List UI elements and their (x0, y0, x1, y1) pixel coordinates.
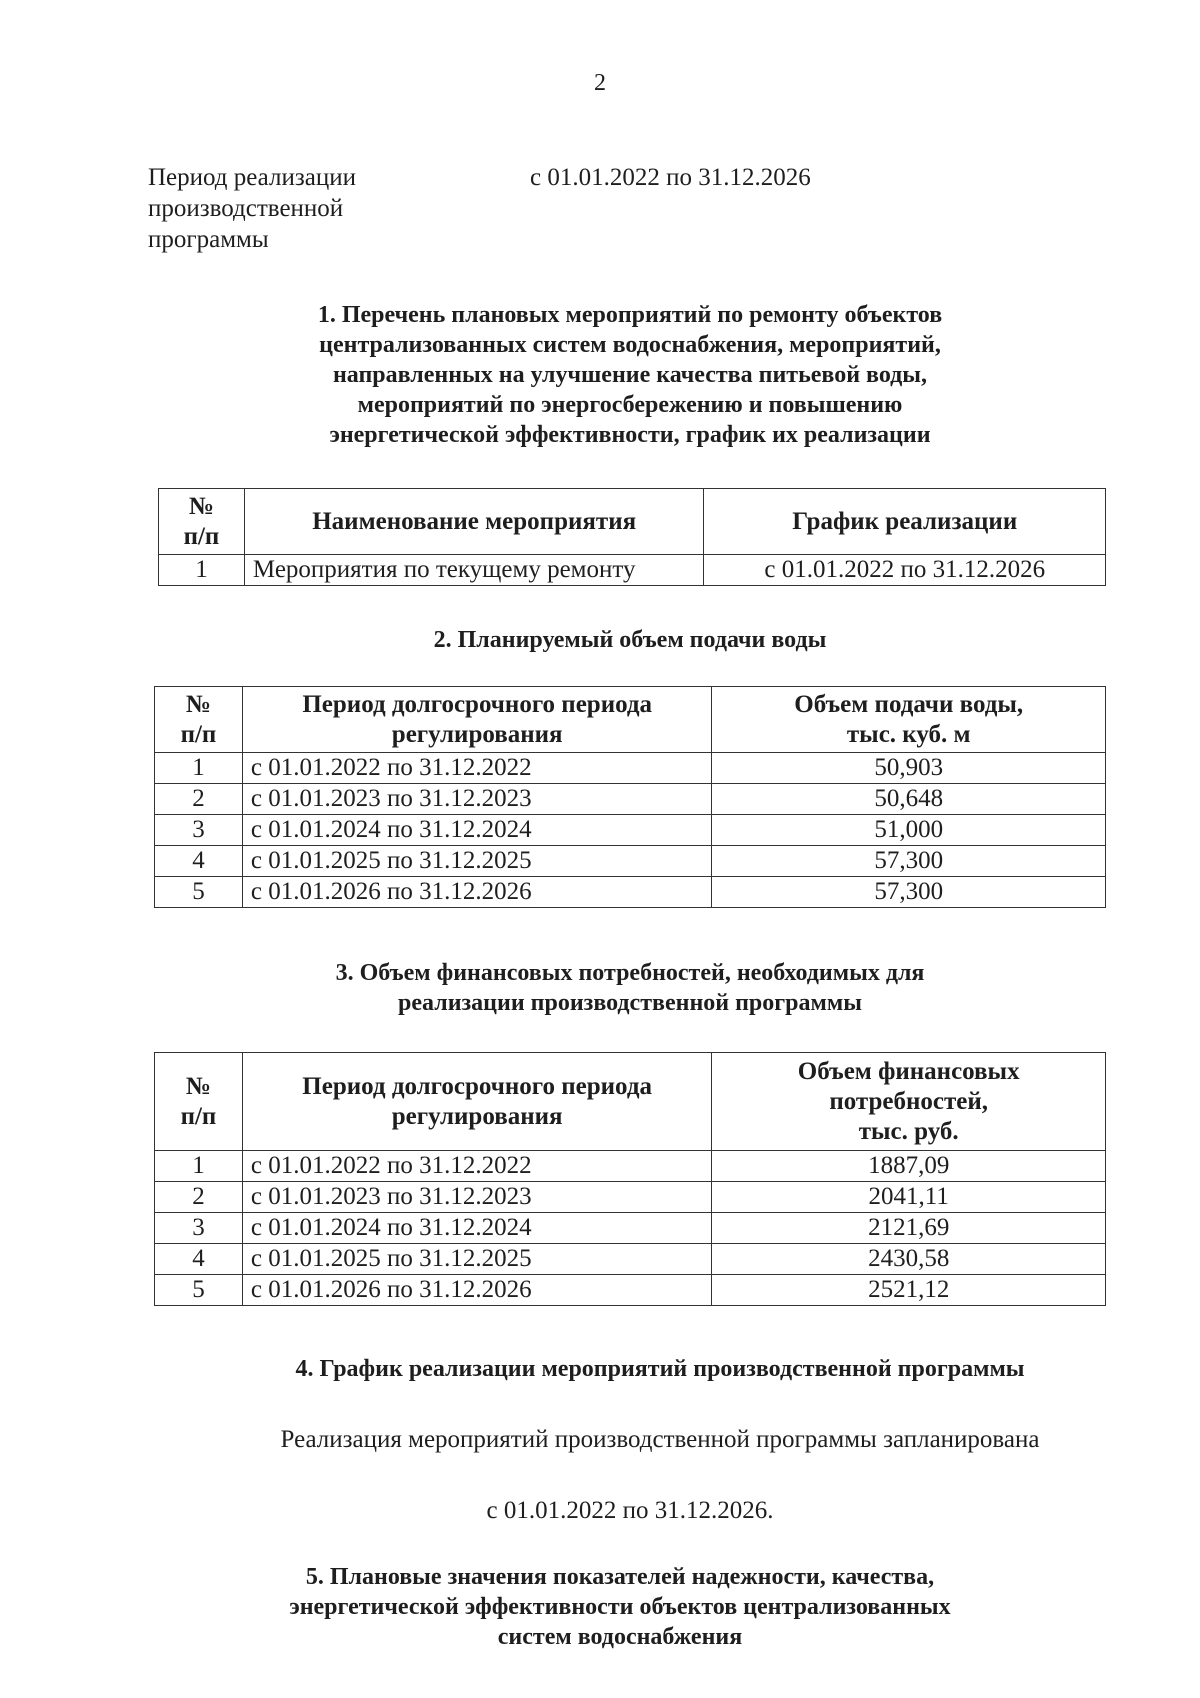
table-row (155, 815, 1106, 846)
row-value: 2521,12 (712, 1275, 1106, 1306)
header-period-line: регулирования (391, 720, 563, 748)
section1-title-line: направленных на улучшение качества питьевой воды, (332, 362, 928, 388)
table-header-row (155, 1053, 1106, 1151)
row-value: 50,903 (712, 753, 1106, 784)
header-num (155, 1053, 243, 1151)
row-period: с 01.01.2026 по 31.12.2026 (242, 1275, 711, 1306)
table-row (155, 877, 1106, 908)
header-period-line: Период долгосрочного периода (302, 1072, 652, 1100)
row-period: с 01.01.2026 по 31.12.2026 (242, 877, 712, 908)
header-period-line: регулирования (391, 1102, 563, 1130)
section1-table (158, 488, 1106, 586)
section5-title-line: энергетической эффективности объектов централизованных (289, 1594, 951, 1620)
row-period: с 01.01.2024 по 31.12.2024 (242, 1213, 711, 1244)
row-period: с 01.01.2023 по 31.12.2023 (242, 784, 712, 815)
row-value: 2430,58 (712, 1244, 1106, 1275)
table-row (155, 1151, 1106, 1182)
header-name: Наименование мероприятия (244, 489, 704, 555)
row-value: 2121,69 (712, 1213, 1106, 1244)
row-period: с 01.01.2024 по 31.12.2024 (242, 815, 712, 846)
table-header-row (155, 687, 1106, 753)
period-label (148, 162, 448, 255)
row-value: 2041,11 (712, 1182, 1106, 1213)
row-period: с 01.01.2023 по 31.12.2023 (242, 1182, 711, 1213)
section5-title (200, 1562, 1040, 1652)
header-num-line: п/п (183, 522, 220, 550)
header-finance-line: Объем финансовых (797, 1057, 1020, 1085)
header-volume-line: тыс. куб. м (846, 720, 971, 748)
table-row (155, 846, 1106, 877)
section4-text-line2: с 01.01.2022 по 31.12.2026. (486, 1497, 774, 1524)
table-row (155, 1244, 1106, 1275)
section1-title-line: 1. Перечень плановых мероприятий по ремонту объектов (317, 302, 943, 328)
table-header-row (159, 489, 1106, 555)
row-num: 5 (155, 1275, 243, 1306)
table-row (155, 1275, 1106, 1306)
row-value: 57,300 (712, 877, 1106, 908)
row-value: 50,648 (712, 784, 1106, 815)
header-num-line: п/п (180, 720, 217, 748)
table-row (159, 555, 1106, 586)
row-period: с 01.01.2022 по 31.12.2022 (242, 1151, 711, 1182)
row-num: 1 (159, 555, 245, 586)
period-label-line: Период реализации (148, 164, 356, 191)
section2-table (154, 686, 1106, 908)
row-num: 1 (155, 753, 243, 784)
section5-title-line: 5. Плановые значения показателей надежности, качества, (305, 1564, 935, 1590)
header-schedule: График реализации (704, 489, 1106, 555)
header-num (159, 489, 245, 555)
header-volume (712, 687, 1106, 753)
period-label-line: производственной (148, 195, 344, 222)
row-value: 51,000 (712, 815, 1106, 846)
section3-table (154, 1052, 1106, 1306)
row-value: 57,300 (712, 846, 1106, 877)
row-period: с 01.01.2025 по 31.12.2025 (242, 1244, 711, 1275)
table-row (155, 1182, 1106, 1213)
header-finance (712, 1053, 1106, 1151)
section3-title (150, 958, 1110, 1018)
section1-title-line: централизованных систем водоснабжения, мероприятий, (319, 332, 941, 358)
row-period: с 01.01.2022 по 31.12.2022 (242, 753, 712, 784)
row-value: 1887,09 (712, 1151, 1106, 1182)
row-period: с 01.01.2025 по 31.12.2025 (242, 846, 712, 877)
header-num-line: № (185, 1072, 212, 1100)
period-label-line: программы (148, 226, 269, 253)
row-num: 1 (155, 1151, 243, 1182)
row-num: 2 (155, 1182, 243, 1213)
header-num-line: п/п (180, 1102, 217, 1130)
header-num-line: № (185, 690, 212, 718)
section1-title-line: энергетической эффективности, график их реализации (329, 422, 931, 448)
row-num: 5 (155, 877, 243, 908)
row-name: Мероприятия по текущему ремонту (244, 555, 704, 586)
header-period-line: Период долгосрочного периода (302, 690, 653, 718)
section4-text-line1: Реализация мероприятий производственной программы запланирована (280, 1426, 1040, 1453)
section3-title-line: 3. Объем финансовых потребностей, необходимых для (335, 960, 925, 986)
period-value: с 01.01.2022 по 31.12.2026 (530, 164, 811, 191)
header-period (242, 1053, 711, 1151)
section1-title-line: мероприятий по энергосбережению и повышению (357, 392, 903, 418)
header-finance-line: тыс. руб. (858, 1117, 959, 1145)
header-num (155, 687, 243, 753)
section3-title-line: реализации производственной программы (398, 990, 862, 1016)
header-num-line: № (188, 492, 215, 520)
row-schedule: с 01.01.2022 по 31.12.2026 (704, 555, 1106, 586)
header-period (242, 687, 712, 753)
table-row (155, 753, 1106, 784)
page-number: 2 (594, 70, 606, 96)
row-num: 2 (155, 784, 243, 815)
row-num: 3 (155, 815, 243, 846)
table-row (155, 784, 1106, 815)
table-row (155, 1213, 1106, 1244)
section4-title: 4. График реализации мероприятий производственной программы (295, 1356, 1025, 1382)
row-num: 3 (155, 1213, 243, 1244)
row-num: 4 (155, 846, 243, 877)
section1-title (150, 300, 1110, 450)
header-volume-line: Объем подачи воды, (794, 690, 1024, 718)
section2-title: 2. Планируемый объем подачи воды (433, 627, 827, 653)
section5-title-line: систем водоснабжения (497, 1624, 743, 1650)
header-finance-line: потребностей, (829, 1087, 989, 1115)
row-num: 4 (155, 1244, 243, 1275)
